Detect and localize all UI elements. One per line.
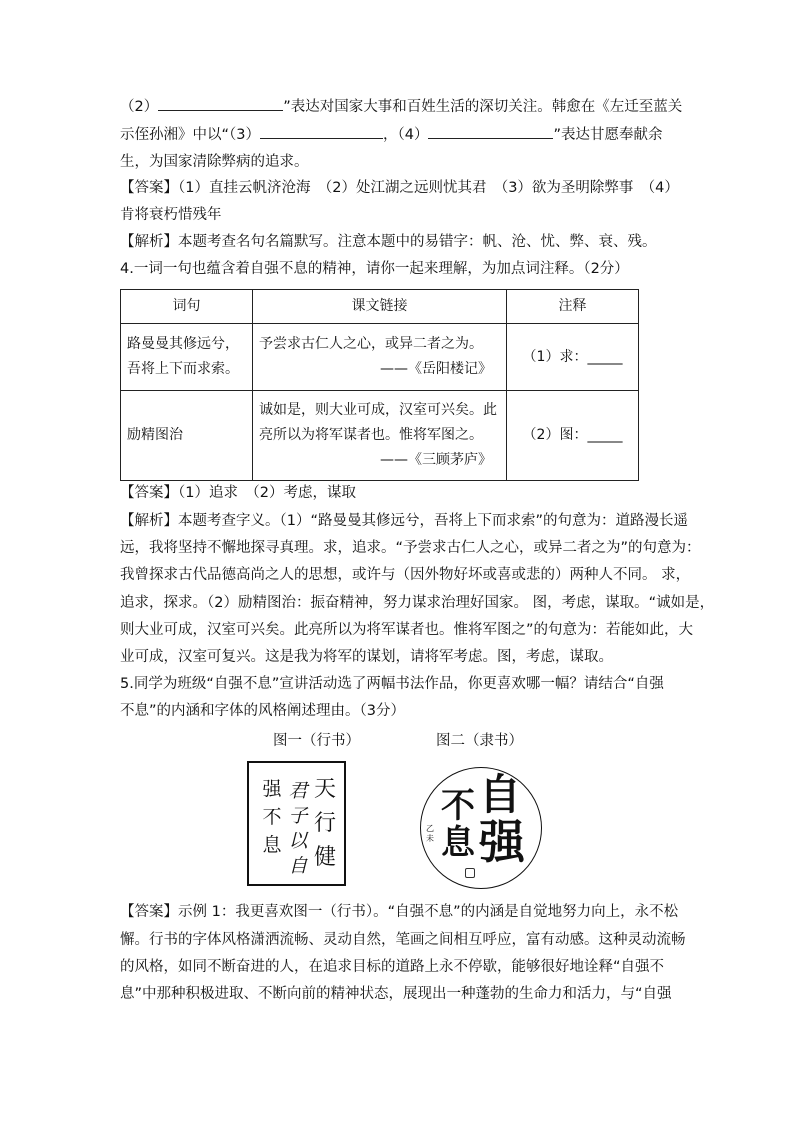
note-cell: （1）求：_____ bbox=[507, 324, 639, 391]
note-cell: （2）图：_____ bbox=[507, 391, 639, 481]
q5-answer-line: 的风格，如同不断奋进的人，在追求目标的道路上永不停歇，能够很好地诠释“自强不 bbox=[120, 959, 665, 975]
calligraphy-char: 不 bbox=[441, 786, 475, 826]
q4-analysis-line: 则大业可成，汉室可兴矣。此亮所以为将军谋者也。惟将军图之”的句意为：若能如此，大 bbox=[120, 622, 694, 638]
seal-stamp bbox=[465, 868, 475, 878]
calligraphy-column: 君子以自 bbox=[288, 780, 308, 877]
annotation-table bbox=[120, 289, 639, 481]
table-row bbox=[121, 324, 639, 391]
q4-answer: 【答案】（1）追求 （2）考虑，谋取 bbox=[120, 485, 356, 501]
q3-text-line-3: 生，为国家清除弊病的追求。 bbox=[120, 154, 309, 170]
calligraphy-char: 强 bbox=[479, 815, 525, 869]
source-citation: ——《岳阳楼记》 bbox=[380, 361, 492, 377]
table-row bbox=[121, 391, 639, 481]
q3-text-line-2: 示侄孙湘》中以“（3） ，（4） ”表达甘愿奉献余 bbox=[120, 124, 663, 145]
table-header-row bbox=[121, 290, 639, 324]
calligraphy-char: 自 bbox=[479, 770, 522, 819]
figure-1-caption: 图一（行书） bbox=[273, 733, 360, 749]
table-header: 词句 bbox=[121, 290, 253, 324]
context-cell: 诚如是，则大业可成，汉室可兴矣。此 亮所以为将军谋者也。惟将军图之。 ——《三顾茅庐》 bbox=[253, 391, 507, 481]
q3-answer-line-2: 肯将衰朽惜残年 bbox=[120, 207, 222, 223]
fill-blank-3 bbox=[260, 124, 383, 139]
calligraphy-char: 息 bbox=[441, 823, 475, 863]
fill-blank-2 bbox=[158, 96, 283, 111]
q4-analysis-line: 【解析】本题考查字义。（1）“路曼曼其修远兮，吾将上下而求索”的句意为：道路漫长遥 bbox=[120, 513, 688, 529]
table-header: 注释 bbox=[507, 290, 639, 324]
calligraphy-inscription: 乙未 bbox=[426, 824, 434, 843]
table-header: 课文链接 bbox=[253, 290, 507, 324]
q5-prompt-line-2: 不息”的内涵和字体的风格阐述理由。（3分） bbox=[120, 703, 405, 719]
q3-analysis: 【解析】本题考查名句名篇默写。注意本题中的易错字：帆、沧、忧、弊、衰、残。 bbox=[120, 234, 657, 250]
phrase-cell: 励精图治 bbox=[121, 391, 253, 481]
q3-answer-line-1: 【答案】（1）直挂云帆济沧海 （2）处江湖之远则忧其君 （3）欲为圣明除弊事 （4） bbox=[120, 180, 679, 196]
calligraphy-figure-1 bbox=[247, 761, 346, 886]
calligraphy-column: 强不息 bbox=[262, 778, 282, 856]
calligraphy-column: 天行健 bbox=[313, 777, 336, 870]
calligraphy-figure-2 bbox=[420, 767, 542, 889]
context-cell: 予尝求古仁人之心，或异二者之为。 ——《岳阳楼记》 bbox=[253, 324, 507, 391]
q4-analysis-line: 业可成，汉室可复兴。这是我为将军的谋划，请将军考虑。图，考虑，谋取。 bbox=[120, 649, 613, 665]
q4-analysis-line: 追求，探求。（2）励精图治：振奋精神，努力谋求治理好国家。 图，考虑，谋取。“诚如是， bbox=[120, 595, 715, 611]
q5-answer-line: 息”中那种积极进取、不断向前的精神状态，展现出一种蓬勃的生命力和活力，与“自强 bbox=[120, 986, 672, 1002]
q4-analysis-line: 远，我将坚持不懈地探寻真理。求，追求。“予尝求古仁人之心，或异二者之为”的句意为： bbox=[120, 540, 701, 556]
q3-text-line-1: （2） ”表达对国家大事和百姓生活的深切关注。韩愈在《左迁至蓝关 bbox=[120, 96, 682, 117]
q5-answer-line: 【答案】示例 1：我更喜欢图一（行书）。“自强不息”的内涵是自觉地努力向上，永不松 bbox=[120, 904, 679, 920]
q5-answer-line: 懈。行书的字体风格潇洒流畅、灵动自然，笔画之间相互呼应，富有动感。这种灵动流畅 bbox=[120, 932, 686, 948]
q5-prompt-line-1: 5.同学为班级“自强不息”宣讲活动选了两幅书法作品，你更喜欢哪一幅？请结合“自强 bbox=[120, 676, 664, 692]
phrase-cell: 路曼曼其修远兮， 吾将上下而求索。 bbox=[121, 324, 253, 391]
fill-blank-4 bbox=[428, 124, 553, 139]
figure-2-caption: 图二（隶书） bbox=[436, 733, 523, 749]
q4-analysis-line: 我曾探求古代品德高尚之人的思想，或许与（因外物好坏或喜或悲的）两种人不同。 求， bbox=[120, 567, 691, 583]
source-citation: ——《三顾茅庐》 bbox=[380, 452, 492, 468]
q4-prompt: 4.一词一句也蕴含着自强不息的精神，请你一起来理解，为加点词注释。（2分） bbox=[120, 261, 629, 277]
